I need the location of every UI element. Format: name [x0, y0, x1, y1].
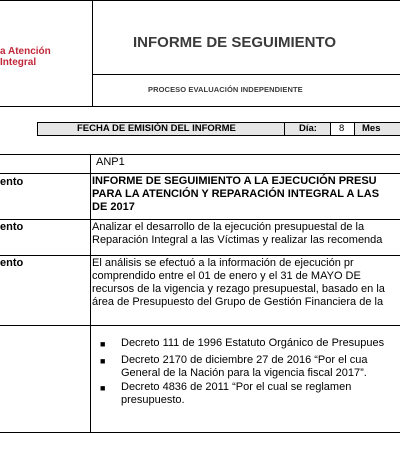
row-label-objeto: ento: [0, 176, 24, 188]
fecha-dia-label: Día:: [299, 123, 317, 134]
bullet-icon: ■: [100, 356, 106, 366]
objetivo-text: Analizar el desarrollo de la ejecución presupuestal de la Reparación Integral a las Víctimas y realizar las recomenda: [92, 221, 383, 246]
normativa-item: General de la Nación para la vigencia fiscal 2017”.: [121, 367, 367, 379]
logo-line-1: a Atención: [0, 46, 51, 57]
report-code: ANP1: [96, 156, 125, 168]
row-label-alcance: ento: [0, 257, 24, 269]
logo: [0, 46, 51, 68]
fecha-mes-label: Mes: [362, 123, 381, 134]
normativa-item: Decreto 111 de 1996 Estatuto Orgánico de Presupues: [121, 337, 385, 349]
row-label-objetivo: ento: [0, 221, 24, 233]
normativa-item: presupuesto.: [121, 394, 185, 406]
report-title-text: INFORME DE SEGUIMIENTO A LA EJECUCIÓN PRESU PARA LA ATENCIÓN Y REPARACIÓN INTEGRAL A LAS DE 2017: [92, 175, 380, 213]
normativa-item: Decreto 2170 de diciembre 27 de 2016 “Por el cua: [121, 354, 368, 366]
bullet-icon: ■: [100, 339, 106, 349]
logo-line-2: Integral: [0, 57, 37, 68]
normativa-item: Decreto 4836 de 2011 “Por el cual se reglamen: [121, 381, 352, 393]
page-subtitle: PROCESO EVALUACIÓN INDEPENDIENTE: [148, 85, 303, 94]
alcance-text: El análisis se efectuó a la información de ejecución pr comprendido entre el 01 de enero y el 31 de MAYO DE recursos de la vigencia y rezago presupuestal, basado en la área de Presupuesto del Grupo de Gestión Financiera de la: [92, 257, 385, 308]
normativa-text: [121, 337, 384, 407]
page-title: INFORME DE SEGUIMIENTO: [133, 34, 337, 51]
bullet-icon: ■: [100, 383, 106, 393]
fecha-dia-value: 8: [339, 123, 345, 134]
fecha-label: FECHA DE EMISIÓN DEL INFORME: [77, 123, 236, 134]
